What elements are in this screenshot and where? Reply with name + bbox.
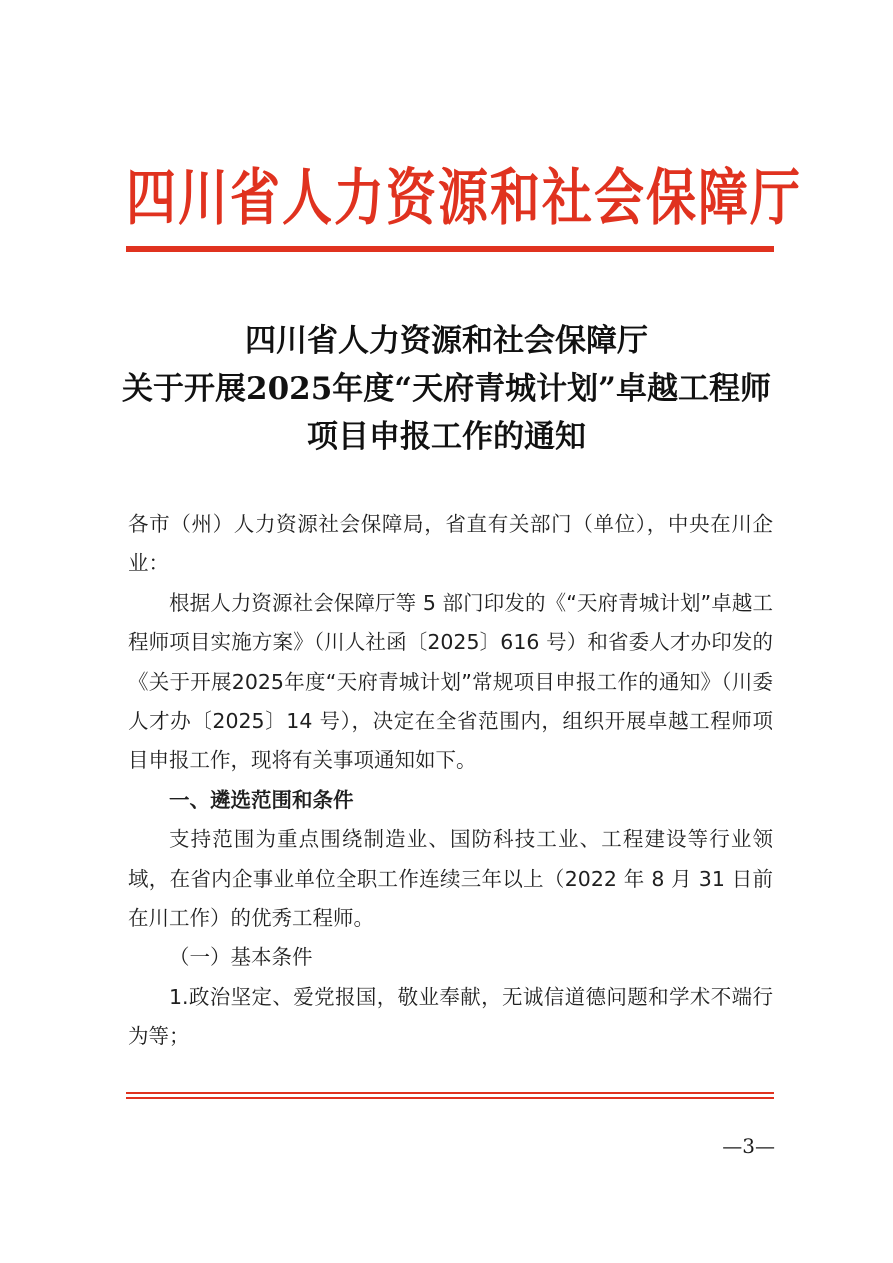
section-1-paragraph: 支持范围为重点围绕制造业、国防科技工业、工程建设等行业领域，在省内企事业单位全职工作连续三年以上（2022 年 8 月 31 日前在川工作）的优秀工程师。 [128,827,773,931]
subsection-heading-basic-conditions: （一）基本条件 [169,945,313,970]
title-line-1: 四川省人力资源和社会保障厅 [245,323,648,359]
title-line-3: 项目申报工作的通知 [307,419,586,455]
section-heading-1: 一、遴选范围和条件 [169,787,354,812]
letterhead-org-name: 四川省人力资源和社会保障厅 [126,162,802,234]
intro-paragraph: 根据人力资源社会保障厅等 5 部门印发的《“天府青城计划”卓越工程师项目实施方案》（川人社函〔2025〕616 号）和省委人才办印发的《关于开展2025年度“天府青城计划”常规项目申报工作的通知》（川委人才办〔2025〕14 号），决定在全省范围内，组织开展卓越工程师项目申报工作，现将有关事项通知如下。 [128,590,773,773]
footer-rule-bottom [126,1097,774,1099]
page-number: —3— [722,1134,775,1158]
title-line-2: 关于开展2025年度“天府青城计划”卓越工程师 [122,371,771,407]
letterhead-red-rule [126,246,774,252]
notice-title [110,317,783,461]
salutation: 各市（州）人力资源社会保障局，省直有关部门（单位），中央在川企业： [128,512,773,576]
footer-rule-top [126,1092,774,1094]
condition-item-1: 1.政治坚定、爱党报国，敬业奉献，无诚信道德问题和学术不端行为等； [128,984,773,1049]
notice-body [128,505,773,1057]
